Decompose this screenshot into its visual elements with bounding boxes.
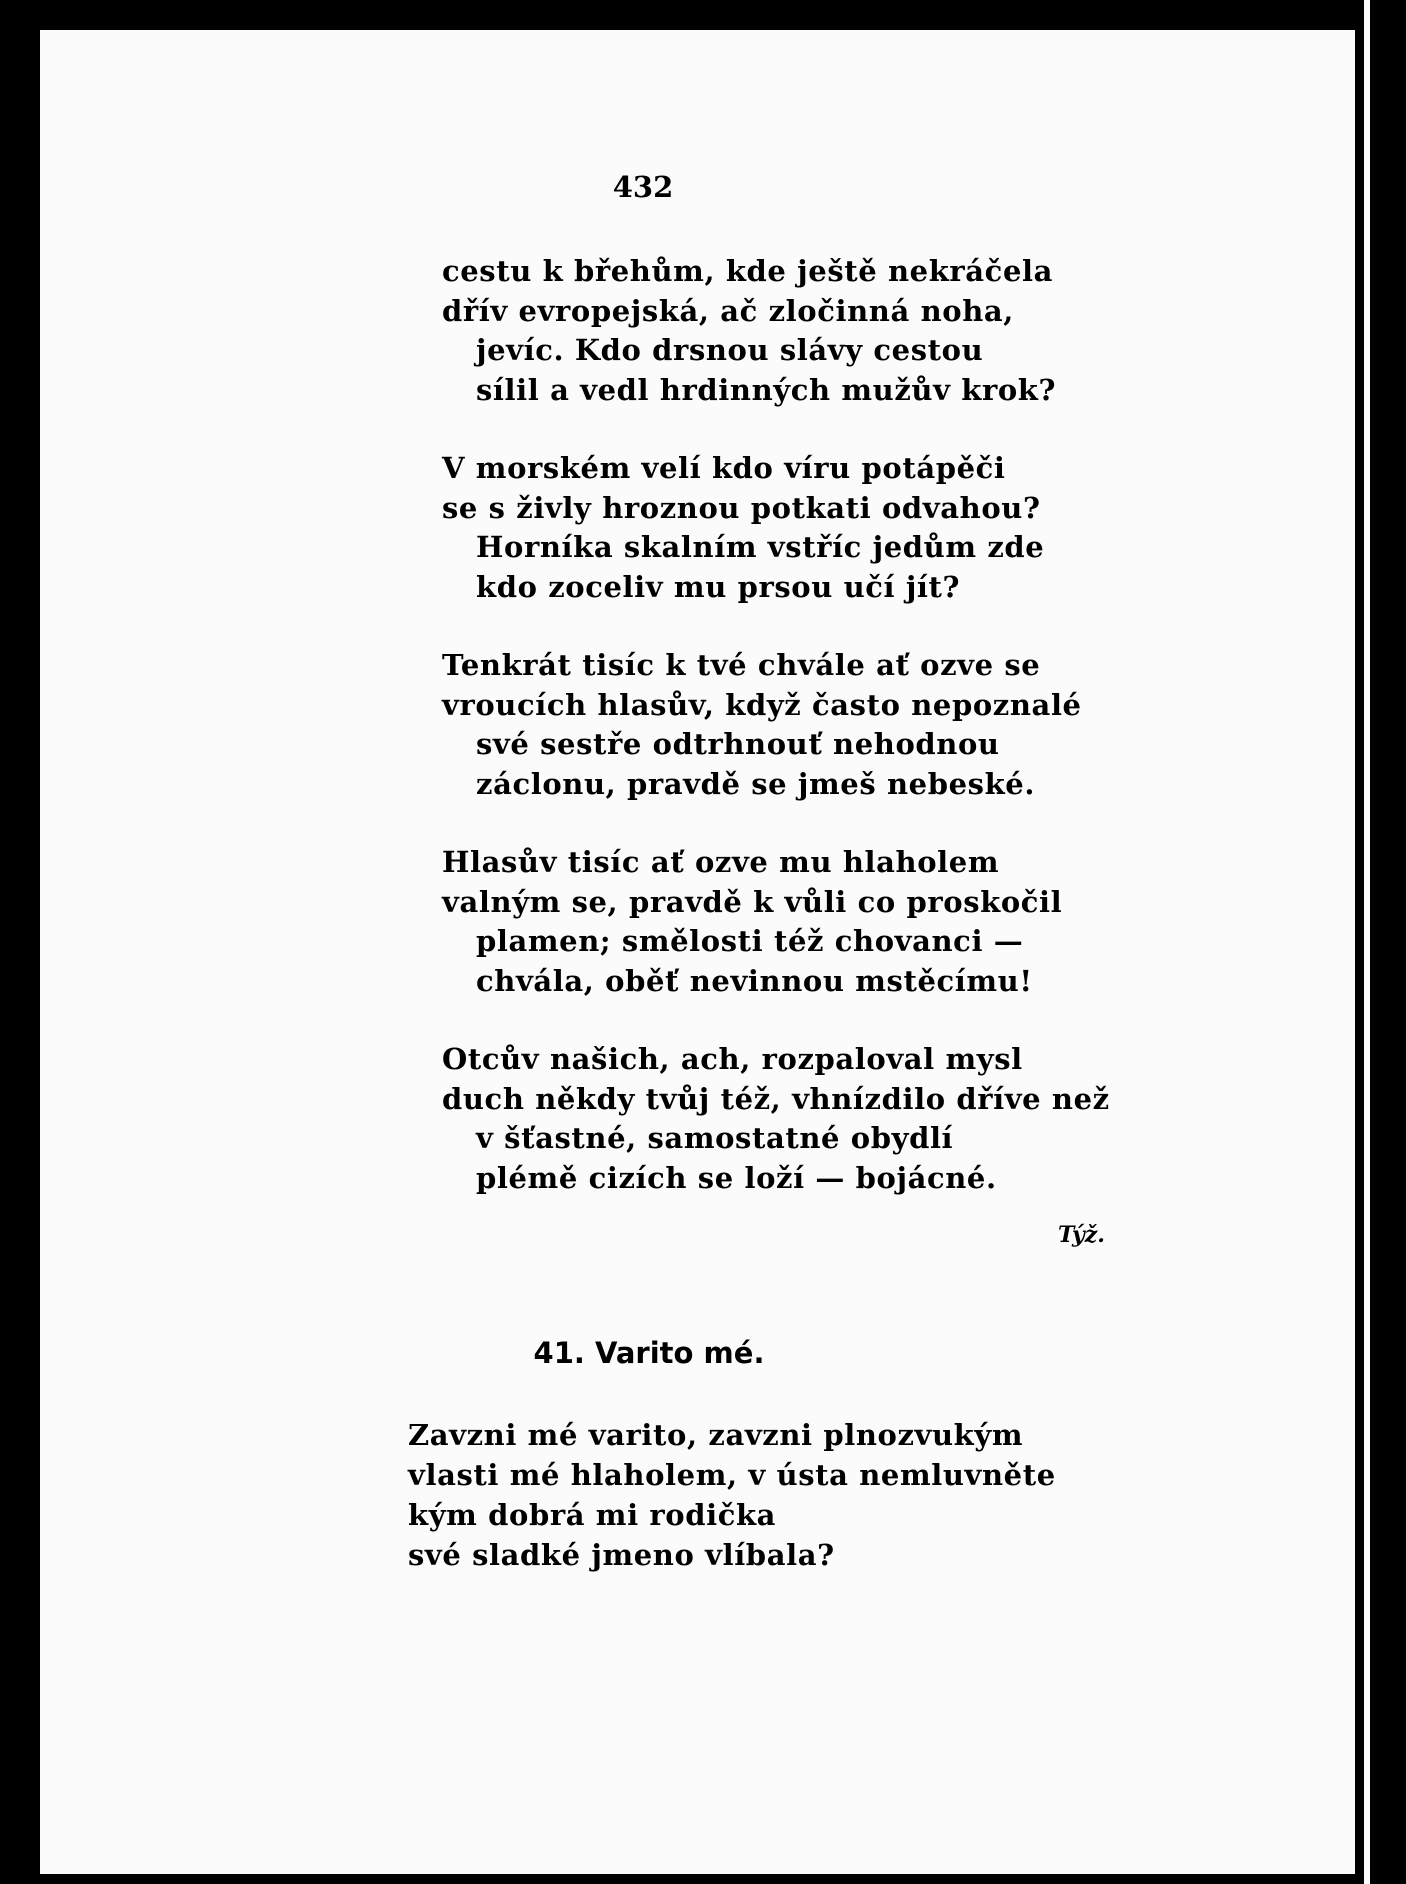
section-title: 41. Varito mé. [533, 1336, 765, 1370]
poem-line: duch někdy tvůj též, vhnízdilo dříve než [442, 1081, 1110, 1116]
poem-varito [408, 1415, 1056, 1575]
poem-line: kým dobrá mi rodička [408, 1498, 777, 1532]
poem-line: vroucích hlasův, když často nepoznalé [442, 687, 1082, 722]
poem-line: chvála, oběť nevinnou mstěcímu! [476, 963, 1033, 998]
scan-right-edge [1356, 0, 1406, 1884]
poem-line: Otcův našich, ach, rozpaloval mysl [442, 1042, 1023, 1076]
poem-attribution: Týž. [1058, 1222, 1105, 1248]
poem-line: své sladké jmeno vlíbala? [408, 1538, 835, 1572]
poem-line: plamen; smělosti též chovanci — [476, 924, 1024, 958]
poem-line: dřív evropejská, ač zločinná noha, [442, 293, 1014, 328]
poem-line: kdo zoceliv mu prsou učí jít? [476, 569, 961, 604]
stanza-4 [442, 843, 1110, 1001]
poem-line: Horníka skalním vstříc jedům zde [476, 530, 1045, 564]
page-number: 432 [612, 170, 674, 204]
stanza-3 [442, 646, 1110, 804]
poem-line: cestu k břehům, kde ještě nekráčela [442, 254, 1053, 288]
stanza-2 [442, 449, 1110, 607]
adjacent-page-strip [1364, 0, 1370, 1884]
poem-line: v šťastné, samostatné obydlí [476, 1121, 954, 1155]
stanza-1 [442, 252, 1110, 410]
stanza-5 [442, 1040, 1110, 1198]
poem-line: Hlasův tisíc ať ozve mu hlaholem [442, 845, 1000, 879]
poem-line: jevíc. Kdo drsnou slávy cestou [476, 333, 984, 367]
poem [442, 252, 1110, 1237]
poem-line: záclonu, pravdě se jmeš nebeské. [476, 766, 1036, 801]
poem-line: své sestře odtrhnouť nehodnou [476, 727, 1000, 761]
poem-line: vlasti mé hlaholem, v ústa nemluvněte [408, 1458, 1056, 1492]
poem-line: Zavzni mé varito, zavzni plnozvukým [408, 1418, 1024, 1452]
poem-line: V morském velí kdo víru potápěči [442, 451, 1006, 485]
poem-line: Tenkrát tisíc k tvé chvále ať ozve se [442, 648, 1041, 682]
poem-line: valným se, pravdě k vůli co proskočil [442, 884, 1063, 919]
poem-line: sílil a vedl hrdinných mužův krok? [476, 372, 1057, 407]
poem-line: se s živly hroznou potkati odvahou? [442, 490, 1041, 525]
poem-line: plémě cizích se loží — bojácné. [476, 1160, 997, 1195]
